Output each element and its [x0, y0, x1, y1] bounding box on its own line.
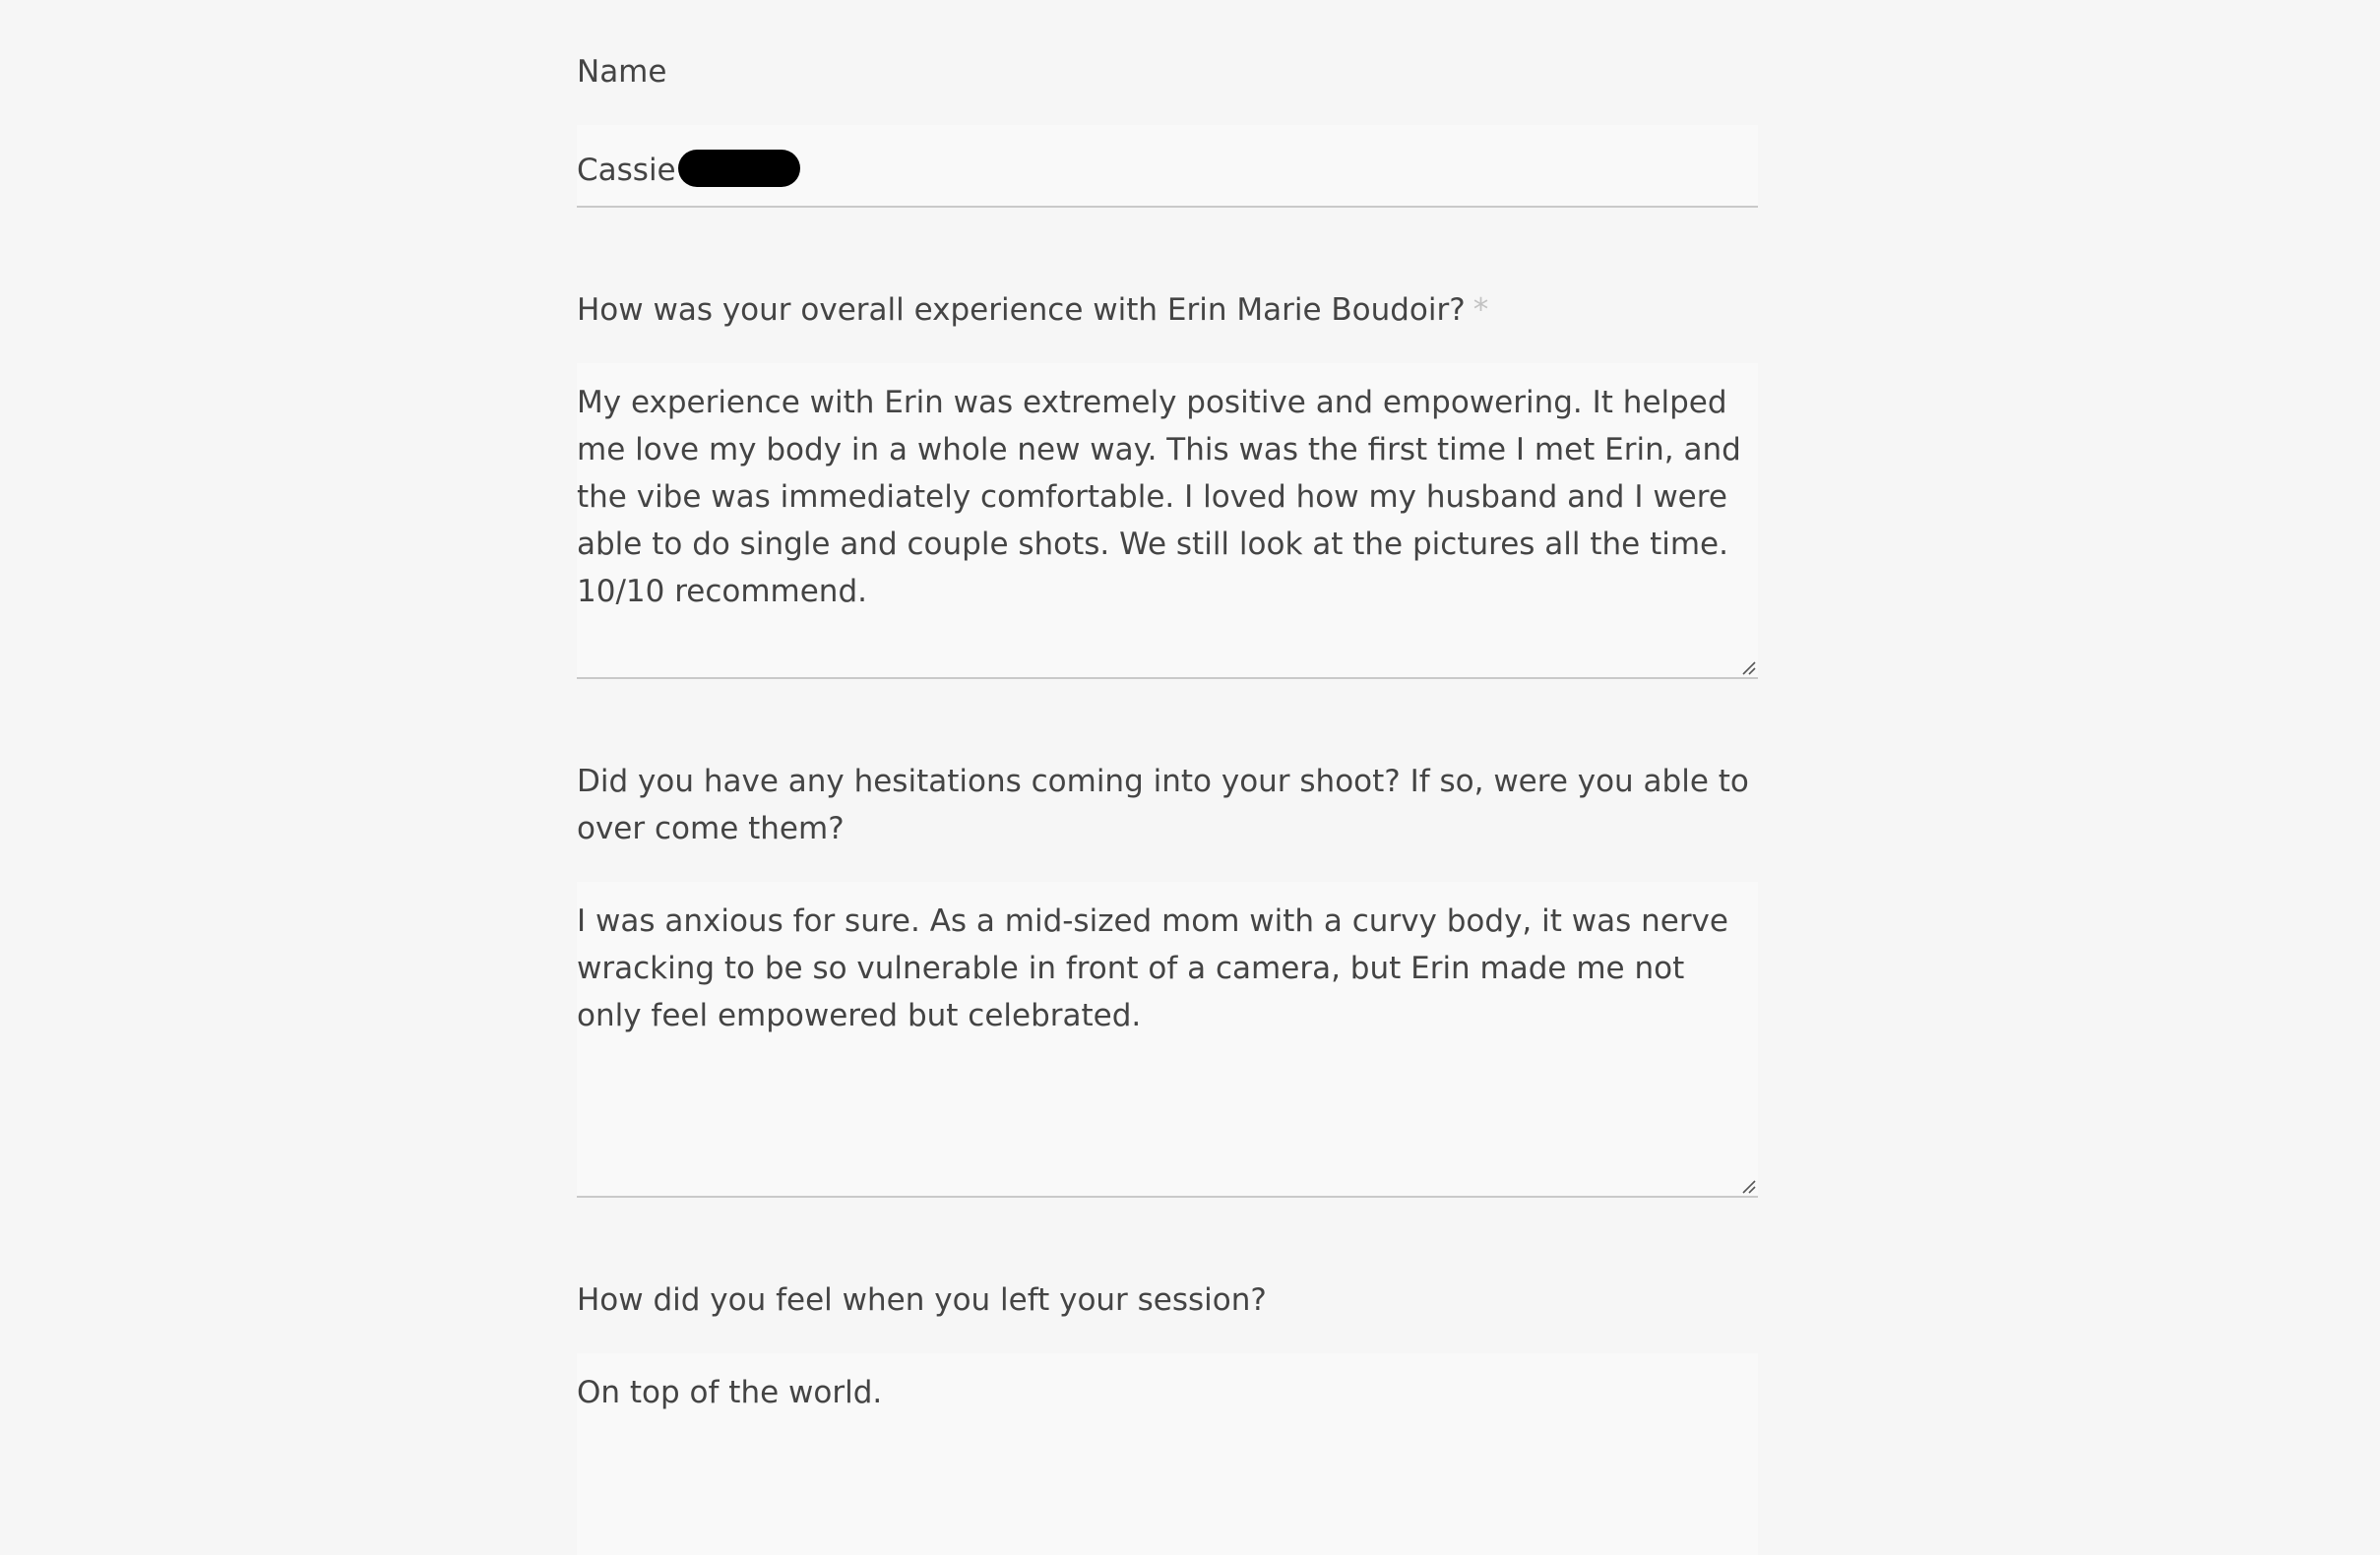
question-1-label: [577, 286, 1758, 334]
question-1-textarea[interactable]: [577, 363, 1758, 679]
name-input-value: [577, 147, 800, 194]
required-marker: *: [1472, 292, 1489, 328]
name-label: Name: [577, 54, 667, 90]
question-1-text: How was your overall experience with Erin Marie Boudoir?: [577, 292, 1466, 328]
question-1-answer: My experience with Erin was extremely positive and empowering. It helped me love my body in a whole new way. This was the first time I met Erin, and the vibe was immediately comfortable. I loved how my husband and I were able to do single and couple shots. We still look at the pictures all the time. 10/10 recommend.: [577, 385, 1751, 609]
name-input[interactable]: [577, 125, 1758, 208]
redaction-mark: [678, 150, 800, 187]
question-2-label: Did you have any hesitations coming into your shoot? If so, were you able to over come them?: [577, 764, 1759, 846]
question-2-textarea[interactable]: [577, 882, 1758, 1198]
resize-handle-icon[interactable]: [1740, 1178, 1756, 1194]
question-3-label: How did you feel when you left your session?: [577, 1282, 1267, 1318]
question-3-textarea[interactable]: [577, 1353, 1758, 1555]
question-2-answer: I was anxious for sure. As a mid-sized mom with a curvy body, it was nerve wracking to be so vulnerable in front of a camera, but Erin made me not only feel empowered but celebrated.: [577, 903, 1738, 1033]
name-text: Cassie: [577, 153, 676, 188]
question-3-answer: On top of the world.: [577, 1375, 883, 1410]
resize-handle-icon[interactable]: [1740, 659, 1756, 675]
